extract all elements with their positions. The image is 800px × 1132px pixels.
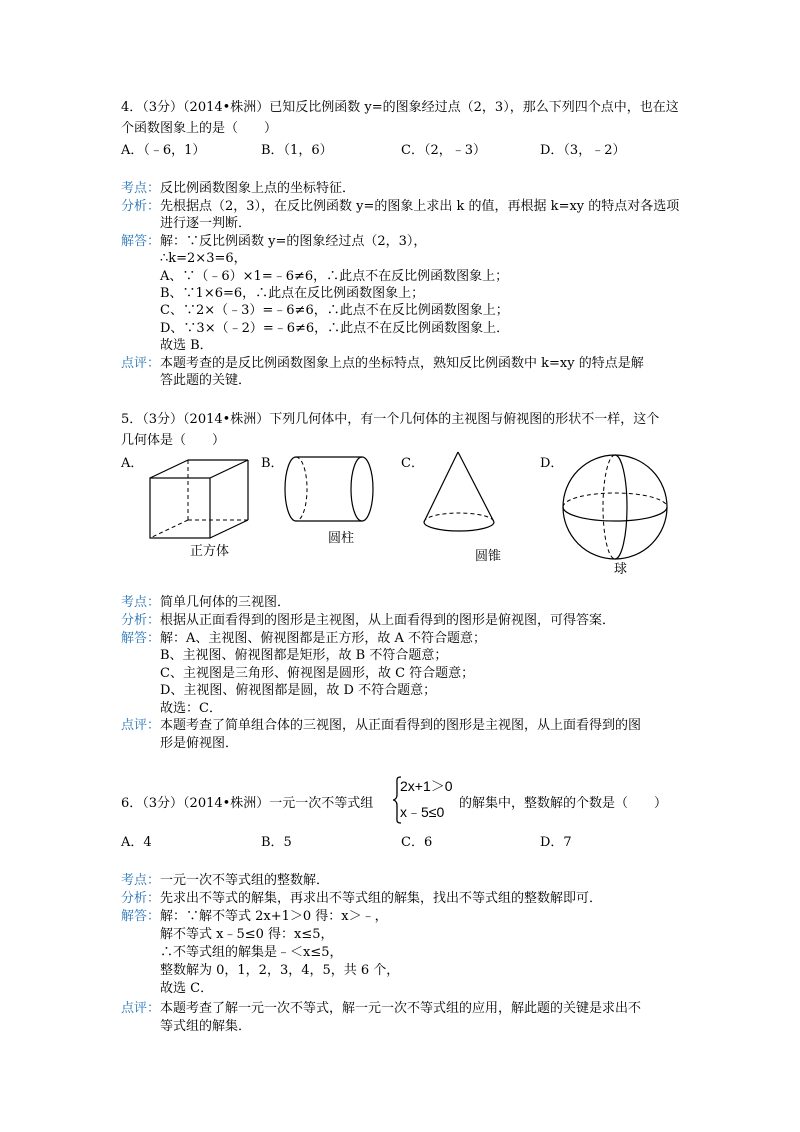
q5-dianping-line-2: 形是俯视图．: [160, 736, 239, 751]
q6-jieda-line: 解不等式 x﹣5≤0 得：x≤5，: [160, 927, 334, 942]
cube-label: 正方体: [190, 544, 230, 559]
q5-jieda-line: B、主视图、俯视图都是矩形，故 B 不符合题意；: [160, 648, 448, 663]
q6-kaodian: 一元一次不等式组的整数解．: [160, 873, 330, 888]
q4-dianping-line-1: 本题考查的是反比例函数图象上点的坐标特点，熟知反比例函数中 k=xy 的特点是解: [160, 356, 644, 371]
q4-stem-line-2: 个函数图象上的是（ ）: [121, 121, 278, 136]
q5-option-a: A．: [121, 456, 144, 471]
q6-inequality-2: x﹣5≤0: [400, 804, 445, 820]
q5-kaodian-label: 考点：: [121, 595, 161, 610]
q5-jieda-line: D、主视图、俯视图都是圆，故 D 不符合题意；: [160, 683, 437, 698]
q6-jieda-line: 整数解为 0，1，2，3，4，5，共 6 个，: [160, 963, 400, 978]
q4-dianping-label: 点评：: [121, 356, 161, 371]
q6-option-a: A．4: [121, 835, 152, 850]
q4-kaodian-label: 考点：: [121, 181, 161, 196]
q4-fenxi-line-1: 先根据点（2，3），在反比例函数 y=的图象上求出 k 的值，再根据 k=xy 的特点对各选项: [160, 199, 680, 214]
q5-fenxi: 根据从正面看得到的图形是主视图，从上面看得到的图形是俯视图，可得答案．: [160, 613, 616, 628]
q6-dianping-label: 点评：: [121, 1001, 161, 1016]
q6-option-c: C．6: [401, 835, 433, 850]
q4-jieda-line: D、∵3×（﹣2）=﹣6≠6，∴此点不在反比例函数图象上．: [160, 321, 510, 336]
cylinder-figure: [282, 454, 382, 524]
q6-fenxi-label: 分析：: [121, 891, 161, 906]
q5-dianping-line-1: 本题考查了简单组合体的三视图，从正面看得到的图形是主视图，从上面看得到的图: [160, 718, 642, 733]
q5-option-c: C．: [401, 456, 424, 471]
cube-figure: [140, 460, 260, 550]
q6-option-d: D．7: [540, 835, 572, 850]
q6-kaodian-label: 考点：: [121, 873, 161, 888]
q6-jieda-label: 解答：: [121, 909, 161, 924]
cone-figure: [418, 450, 508, 540]
q4-jieda-line: B、∵1×6=6，∴此点在反比例函数图象上；: [160, 286, 425, 301]
q5-jieda-line: 解：A、主视图、俯视图都是正方形，故 A 不符合题意；: [160, 631, 487, 646]
q4-kaodian: 反比例函数图象上点的坐标特征．: [160, 181, 356, 196]
q4-stem-line-1: 4．（3分）（2014•株洲）已知反比例函数 y=的图象经过点（2，3），那么下列四个点中，也在这: [121, 100, 679, 115]
q6-jieda-line: 解：∵解不等式 2x+1＞0 得：x＞﹣，: [160, 909, 388, 924]
sphere-label: 球: [614, 562, 628, 577]
q4-jieda-line: 解：∵反比例函数 y=的图象经过点（2，3），: [160, 234, 427, 249]
q6-fenxi: 先求出不等式的解集，再求出不等式组的解集，找出不等式组的整数解即可．: [160, 891, 603, 906]
q5-jieda-label: 解答：: [121, 631, 161, 646]
q5-stem-line-1: 5．（3分）（2014•株洲）下列几何体中，有一个几何体的主视图与俯视图的形状不一样，这个: [121, 412, 660, 427]
q6-inequality-1: 2x+1＞0: [400, 778, 453, 794]
q5-option-b: B．: [261, 456, 284, 471]
q4-jieda-line: A、∵（﹣6）×1=﹣6≠6，∴此点不在反比例函数图象上；: [160, 269, 509, 284]
q5-kaodian: 简单几何体的三视图．: [160, 595, 291, 610]
q6-dianping-line-2: 等式组的解集．: [160, 1019, 252, 1034]
q6-jieda-line: 故选 C．: [160, 981, 214, 996]
q4-jieda-line: 故选 B．: [160, 338, 213, 353]
q6-dianping-line-1: 本题考查了解一元一次不等式，解一元一次不等式组的应用，解此题的关键是求出不: [160, 1001, 642, 1016]
q4-fenxi-line-2: 进行逐一判断．: [160, 216, 252, 231]
q5-fenxi-label: 分析：: [121, 613, 161, 628]
q4-dianping-line-2: 答此题的关键．: [160, 373, 252, 388]
q4-fenxi-label: 分析：: [121, 199, 161, 214]
q5-dianping-label: 点评：: [121, 718, 161, 733]
q5-jieda-line: 故选：C．: [160, 701, 222, 716]
sphere-figure: [560, 452, 670, 562]
q6-stem-post: 的解集中，整数解的个数是（ ）: [459, 796, 668, 811]
q4-option-c: C．（2，﹣3）: [401, 143, 486, 158]
q5-jieda-line: C、主视图是三角形、俯视图是圆形，故 C 符合题意；: [160, 666, 475, 681]
q4-option-b: B．（1，6）: [261, 143, 333, 158]
q6-option-b: B．5: [261, 835, 292, 850]
q6-stem-pre: 6．（3分）（2014•株洲）一元一次不等式组: [121, 796, 374, 811]
q6-jieda-line: ∴不等式组的解集是﹣＜x≤5，: [160, 945, 343, 960]
q4-jieda-line: C、∵2×（﹣3）=﹣6≠6，∴此点不在反比例函数图象上；: [160, 303, 509, 318]
q4-option-a: A．（﹣6，1）: [121, 143, 206, 158]
cone-label: 圆锥: [475, 549, 502, 564]
q4-jieda-label: 解答：: [121, 234, 161, 249]
q5-stem-line-2: 几何体是（ ）: [121, 433, 226, 448]
q4-jieda-line: ∴k=2×3=6，: [160, 251, 247, 266]
q4-option-d: D．（3，﹣2）: [540, 143, 626, 158]
q5-option-d: D．: [540, 456, 564, 471]
cylinder-label: 圆柱: [328, 531, 355, 546]
